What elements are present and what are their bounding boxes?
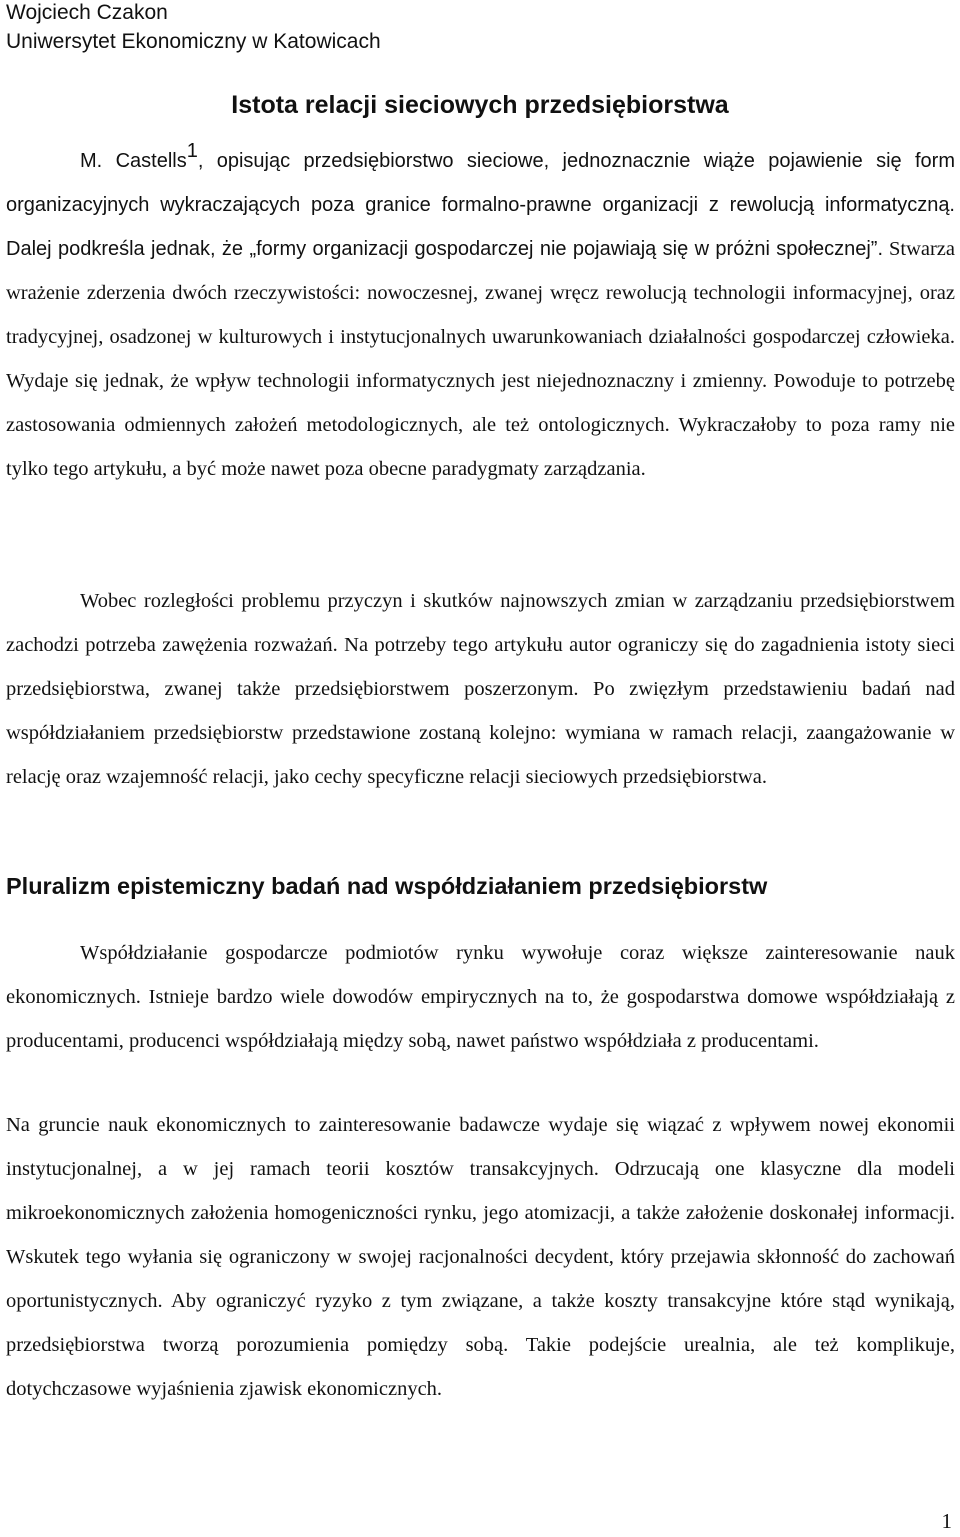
intro-body-text: Stwarza wrażenie zderzenia dwóch rzeczywistości: nowoczesnej, zwanej wręcz rewolucją technologii informacyjnej, oraz tradycyjnej, osadzonej w kulturowych i instytucjonalnych uwarunkowaniach działalności gospodarczej człowieka. Wydaje się jednak, że wpływ technologii informatycznych jest niejednoznaczny i zmienny. Powoduje to potrzebę zastosowania odmiennych założeń metodologicznych, ale też ontologicznych. Wykraczałoby to poza ramy nie tylko tego artykułu, a być może nawet poza obecne paradygmaty zarządzania. xyxy=(6,238,955,480)
section-heading: Pluralizm epistemiczny badań nad współdziałaniem przedsiębiorstw xyxy=(6,873,768,899)
author-affiliation: Uniwersytet Ekonomiczny w Katowicach xyxy=(6,30,381,53)
footnote-reference[interactable]: 1 xyxy=(186,140,198,162)
intro-paragraph xyxy=(6,139,955,491)
author-block xyxy=(6,0,381,56)
author-name: Wojciech Czakon xyxy=(6,1,168,24)
page-number: 1 xyxy=(941,1509,952,1533)
scope-paragraph: Wobec rozległości problemu przyczyn i skutków najnowszych zmian w zarządzaniu przedsiębiorstwem zachodzi potrzeba zawężenia rozważań. Na potrzeby tego artykułu autor ograniczy się do zagadnienia istoty sieci przedsiębiorstwa, zwanej także przedsiębiorstwem poszerzonym. Po zwięzłym przedstawieniu badań nad współdziałaniem przedsiębiorstw przedstawione zostaną kolejno: wymiana w ramach relacji, zaangażowanie w relację oraz wzajemność relacji, jako cechy specyficzne relacji sieciowych przedsiębiorstwa. xyxy=(6,590,955,788)
section-paragraph-1: Współdziałanie gospodarcze podmiotów rynku wywołuje coraz większe zainteresowanie nauk ekonomicznych. Istnieje bardzo wiele dowodów empirycznych na to, że gospodarstwa domowe współdziałają z producentami, producenci współdziałają między sobą, nawet państwo współdziała z producentami. xyxy=(6,942,955,1052)
document-title xyxy=(0,88,960,122)
intro-quote-text: , opisując przedsiębiorstwo sieciowe, jednoznacznie wiąże pojawienie się form organizacyjnych wykraczających poza granice formalno-prawne organizacji z rewolucją informatyczną. Dalej podkreśla jednak, że „formy organizacji gospodarczej nie pojawiają się w próżni społecznej”. xyxy=(6,150,955,260)
document-title-text: Istota relacji sieciowych przedsiębiorstwa xyxy=(231,91,729,119)
citation-author: M. Castells xyxy=(80,150,187,172)
section-paragraph-2: Na gruncie nauk ekonomicznych to zainteresowanie badawcze wydaje się wiązać z wpływem nowej ekonomii instytucjonalnej, a w jej ramach teorii kosztów transakcyjnych. Odrzucają one klasyczne dla modeli mikroekonomicznych założenia homogeniczności rynku, jego atomizacji, a także założenie doskonałej informacji. Wskutek tego wyłania się ograniczony w swojej racjonalności decydent, który przejawia skłonność do zachowań oportunistycznych. Aby ograniczyć ryzyko z tym związane, a także koszty transakcyjne które stąd wynikają, przedsiębiorstwa tworzą porozumienia pomiędzy sobą. Takie podejście urealnia, ale też komplikuje, dotychczasowe wyjaśnienia zjawisk ekonomicznych. xyxy=(6,1114,955,1400)
